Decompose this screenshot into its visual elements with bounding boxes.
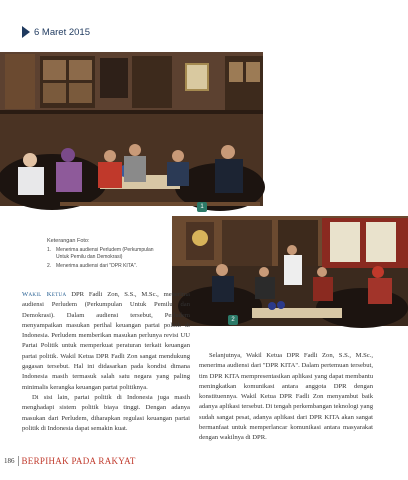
article-column-right: [199, 351, 373, 444]
page-footer: [4, 456, 136, 466]
photo-number-badge: 1: [197, 202, 207, 212]
article-column-left: [22, 290, 190, 434]
caption-item: [47, 247, 167, 261]
date-text: 6 Maret 2015: [34, 26, 90, 38]
photo-number-badge: 2: [228, 315, 238, 325]
photo-perludem-meeting: [0, 52, 263, 210]
publication-title: BERPIHAK PADA RAKYAT: [21, 456, 136, 466]
photo-captions: [47, 238, 167, 272]
meeting-photo-illustration: [172, 216, 408, 326]
paragraph-text: DPR Fadli Zon, S.S., M.Sc., menerima audiensi Perludem (Perkumpulan Untuk Pemilu dan Demokrasi). Dalam audiensi tersebut, Perludem menyampaikan masukan perihal keuangan partai politik di Indonesia. Perludem memberikan masukan perlunya revisi UU Partai Politik untuk memperkuat peraturan terkait keuangan partai politik. Wakil Ketua DPR Fadli Zon sangat mendukung gagasan tersebut. Hal ini didasarkan pada kondisi dimana Indonesia masih termasuk salah satu negara yang paling minimalis kerangka keuangan partai politiknya.: [22, 291, 190, 391]
page-number: 186: [4, 457, 15, 465]
meeting-photo-illustration: [0, 52, 263, 206]
footer-divider: [18, 456, 19, 466]
article-paragraph: [22, 290, 190, 393]
caption-title: Keterangan Foto:: [47, 238, 90, 244]
article-paragraph: Di sisi lain, partai politik di Indonesia juga masih menghadapi sistem politik biaya tinggi. Dengan adanya masukan dari Perludem, diharapkan regulasi keuangan partai politik di Indonesia dapat semakin kuat.: [22, 393, 190, 432]
photo-dpr-kita-meeting: [172, 216, 408, 326]
caption-number: 1.: [47, 247, 52, 253]
caption-text: Menerima audiensi dari "DPR KITA".: [56, 263, 137, 269]
article-paragraph: Selanjutnya, Wakil Ketua DPR Fadli Zon, S.S., M.Sc., menerima audiensi dari "DPR KITA". Dalam pertemuan tersebut, tim DPR KITA mempresentasikan aplikasi yang dapat membantu meningkatkan komunikasi antara anggota DPR dengan konstituennya. Wakil Ketua DPR Fadli Zon menyambut baik adanya aplikasi tersebut. Di tengah perkembangan teknologi yang sudah sangat pesat, adanya aplikasi dari DPR KITA akan sangat bermanfaat untuk memperlancar komunikasi antara masyarakat dengan wakilnya di DPR.: [199, 352, 373, 442]
caption-item: [47, 263, 167, 270]
caption-text: Menerima audiensi Perludem (Perkumpulan Untuk Pemilu dan Demokrasi): [56, 247, 154, 260]
date-header: [22, 25, 90, 39]
caption-number: 2.: [47, 263, 52, 269]
play-arrow-icon: [22, 26, 30, 38]
lead-in-text: Wakil Ketua: [22, 291, 67, 298]
